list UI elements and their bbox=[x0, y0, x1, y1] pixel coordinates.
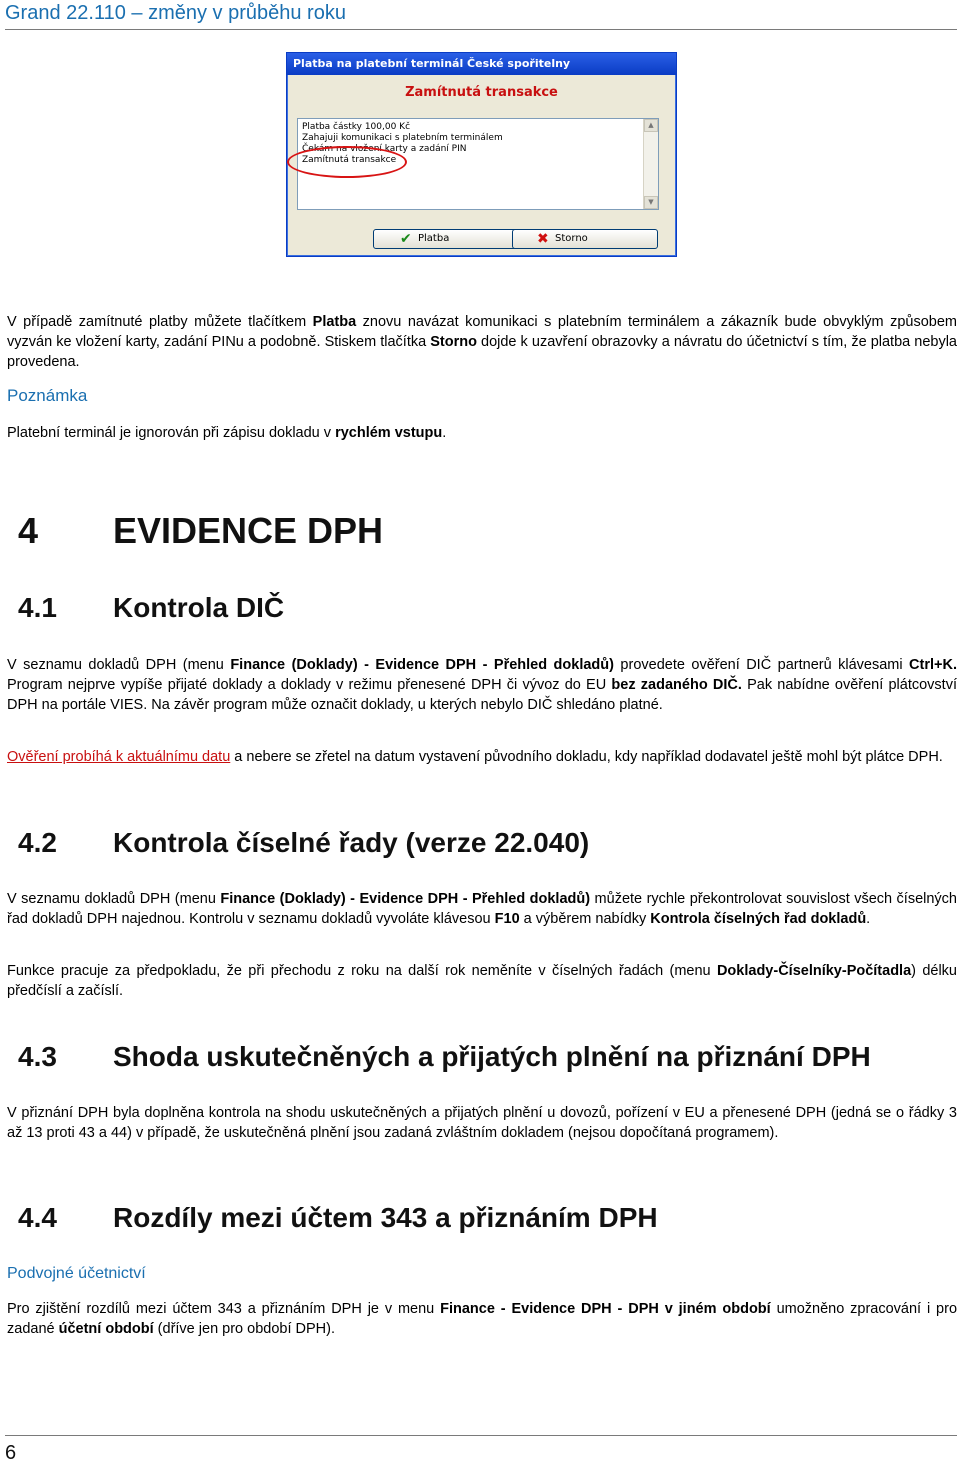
dialog-titlebar: Platba na platební terminál České spořitelny bbox=[287, 53, 676, 75]
section-4-4-paragraph bbox=[7, 1299, 957, 1339]
section-title: Shoda uskutečněných a přijatých plnění na přiznání DPH bbox=[113, 1041, 871, 1072]
text: a nebere se zřetel na datum vystavení původního dokladu, kdy například dodavatel ještě mohl být plátce DPH. bbox=[230, 749, 943, 765]
section-number: 4.1 bbox=[18, 592, 57, 623]
text: Platební terminál je ignorován při zápisu dokladu v bbox=[7, 425, 336, 441]
text-bold: Finance - Evidence DPH - DPH v jiném období bbox=[440, 1301, 771, 1317]
section-4-1-paragraph bbox=[7, 655, 957, 715]
verification-link[interactable]: Ověření probíhá k aktuálnímu datu bbox=[7, 749, 231, 765]
text-bold: Doklady-Číselníky-Počítadla bbox=[716, 963, 912, 979]
log-row: Čekám na vložení karty a zadání PIN bbox=[302, 144, 467, 154]
section-title: Kontrola číselné řady (verze 22.040) bbox=[113, 827, 590, 858]
text: dojde k uzavření obrazovky a návratu do účetnictví s tím, že platba nebyla provedena. bbox=[7, 334, 957, 370]
text-bold: bez zadaného DIČ. bbox=[611, 677, 742, 693]
section-4-2-paragraph-2 bbox=[7, 961, 957, 1001]
storno-button-label: Storno bbox=[555, 233, 588, 244]
section-4-2-paragraph bbox=[7, 889, 957, 929]
log-row: Zahajuji komunikaci s platebním terminálem bbox=[302, 133, 503, 143]
log-row: Zamítnutá transakce bbox=[302, 155, 397, 165]
highlight-ring bbox=[287, 146, 407, 178]
section-number: 4.2 bbox=[18, 827, 57, 858]
section-title: Kontrola DIČ bbox=[113, 592, 285, 623]
platba-button-label: Platba bbox=[418, 233, 450, 244]
text: provedete ověření DIČ partnerů klávesami bbox=[613, 657, 910, 673]
text-bold: Finance (Doklady) - Evidence DPH - Přehled dokladů) bbox=[220, 891, 591, 907]
text-bold: účetní období bbox=[58, 1321, 154, 1337]
text-bold: Platba bbox=[312, 314, 357, 330]
note-heading: Poznámka bbox=[7, 386, 88, 405]
payment-dialog-screenshot bbox=[286, 52, 677, 257]
section-4-4-heading bbox=[18, 1202, 658, 1234]
checkmark-icon: ✔ bbox=[400, 231, 412, 247]
section-number: 4.4 bbox=[18, 1202, 57, 1233]
text-bold: Ctrl+K. bbox=[909, 657, 957, 673]
page-number: 6 bbox=[5, 1442, 17, 1464]
text-bold: rychlém vstupu bbox=[335, 425, 443, 441]
text: ) délku předčíslí a začíslí. bbox=[7, 963, 957, 999]
section-title: Rozdíly mezi účtem 343 a přiznáním DPH bbox=[113, 1202, 658, 1233]
text: V případě zamítnuté platby můžete tlačítkem bbox=[7, 314, 313, 330]
header-title: Grand 22.110 – změny v průběhu roku bbox=[5, 2, 346, 24]
text: V seznamu dokladů DPH (menu bbox=[7, 657, 231, 673]
intro-paragraph bbox=[7, 312, 957, 372]
text: a výběrem nabídky bbox=[519, 911, 651, 927]
scroll-down-icon[interactable]: ▼ bbox=[644, 196, 658, 209]
text-bold: Finance (Doklady) - Evidence DPH - Přehled dokladů) bbox=[230, 657, 614, 673]
chapter-heading bbox=[18, 510, 383, 552]
scroll-up-icon[interactable]: ▲ bbox=[644, 119, 658, 132]
cross-icon: ✖ bbox=[537, 231, 549, 247]
text-bold: F10 bbox=[494, 911, 520, 927]
dialog-scrollbar[interactable] bbox=[643, 119, 658, 209]
text: V seznamu dokladů DPH (menu bbox=[7, 891, 221, 907]
log-row: Platba částky 100,00 Kč bbox=[302, 122, 411, 132]
text: umožněno zpracování i pro zadané bbox=[7, 1301, 958, 1337]
text: Program nejprve vypíše přijaté doklady a doklady v režimu přenesené DPH či vývoz do EU bbox=[7, 677, 612, 693]
chapter-title: EVIDENCE DPH bbox=[113, 510, 384, 551]
platba-button[interactable] bbox=[373, 229, 519, 249]
text: Funkce pracuje za předpokladu, že při přechodu z roku na další rok neměníte v číselných řadách (menu bbox=[7, 963, 717, 979]
section-4-3-heading bbox=[18, 1041, 871, 1073]
sub-heading: Podvojné účetnictví bbox=[7, 1265, 146, 1282]
text: můžete rychle překontrolovat souvislost všech číselných řad dokladů DPH najednou. Kontrolu v seznamu dokladů vyvoláte klávesou bbox=[7, 891, 957, 927]
section-4-3-paragraph: V přiznání DPH byla doplněna kontrola na shodu uskutečněných a přijatých plnění u dovozů, pořízení v EU a přenesené DPH (jedná se o řádky 3 až 13 proti 43 a 44) v případě, že uskutečněná plnění jsou zadaná zvláštním dokladem (nejsou dopočítaná programem). bbox=[7, 1105, 957, 1141]
text-bold: Storno bbox=[430, 334, 477, 350]
text: . bbox=[866, 911, 871, 927]
section-4-1-heading bbox=[18, 592, 284, 624]
text: Pro zjištění rozdílů mezi účtem 343 a přiznáním DPH je v menu bbox=[7, 1301, 441, 1317]
note-paragraph bbox=[7, 423, 957, 443]
storno-button[interactable] bbox=[512, 229, 658, 249]
page-header bbox=[5, 0, 957, 30]
text: (dříve jen pro období DPH). bbox=[153, 1321, 335, 1337]
chapter-number: 4 bbox=[18, 510, 39, 551]
section-4-2-heading bbox=[18, 827, 589, 859]
section-number: 4.3 bbox=[18, 1041, 57, 1072]
text: . bbox=[442, 425, 447, 441]
text-bold: Kontrola číselných řad dokladů bbox=[650, 911, 867, 927]
text: Pak nabídne ověření plátcovství DPH na portále VIES. Na závěr program může označit doklady, u kterých nebylo DIČ shledáno platné. bbox=[7, 677, 957, 713]
section-4-1-paragraph-2 bbox=[7, 747, 957, 767]
dialog-heading: Zamítnutá transakce bbox=[405, 85, 558, 100]
text: znovu navázat komunikaci s platebním terminálem a zákazník bude obvyklým způsobem vyzván ke vložení karty, zadání PINu a podobně. Stiskem tlačítka bbox=[7, 314, 957, 350]
